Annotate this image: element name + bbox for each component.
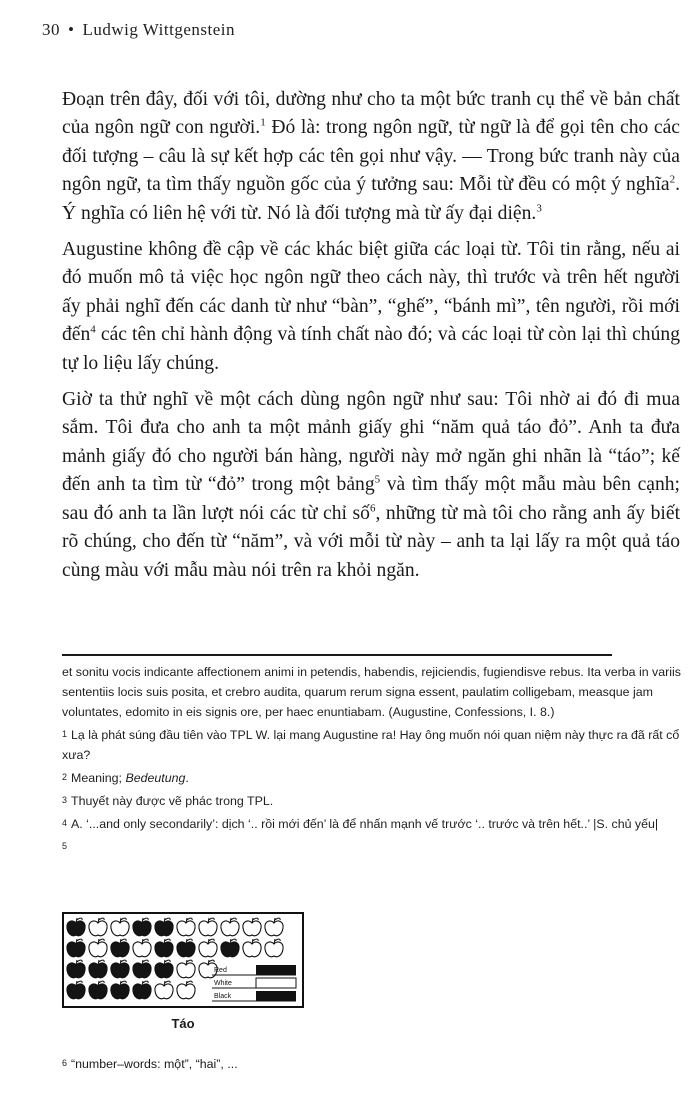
header-author: Ludwig Wittgenstein [82, 20, 235, 39]
swatch-black [256, 991, 296, 1001]
footnotes [62, 662, 682, 859]
body-text [62, 86, 680, 593]
apple-drawer-figure [62, 912, 304, 1008]
footnote-ref-2: 2 [669, 173, 676, 186]
apple-drawer-illustration [62, 912, 304, 1008]
footnote-4: 4 A. ‘...and only secondarily’: dịch ‘.. rồi mới đến’ là để nhấn mạnh vế trước ‘.. trước và trên hết..’ |S. chủ yếu| [62, 817, 659, 831]
footnote-5: 5 [62, 841, 68, 851]
footnote-ref-6: 6 [369, 502, 376, 515]
footnote-ref-5: 5 [374, 473, 381, 486]
paragraph-1: Đoạn trên đây, đối với tôi, dường như cho ta một bức tranh cụ thể về bản chất của ngôn ngữ con người.$^1$ Đó là: trong ngôn ngữ, từ ngữ là để gọi tên cho các đối tượng – câu là sự kết hợp các tên gọi như vậy. — Trong bức tranh này của ngôn ngữ, ta tìm thấy nguồn gốc của ý tưởng sau: Mỗi từ đều có một ý nghĩa$^2$. Ý nghĩa có liên hệ với từ. Nó là đối tượng mà từ ấy đại diện.$^3$ [62, 89, 680, 224]
running-head [42, 20, 235, 40]
swatch-red [256, 965, 296, 975]
swatch-label-white: White [214, 980, 232, 987]
header-bullet: • [68, 20, 75, 39]
footnote-2: 2 Meaning; Bedeutung. [62, 771, 189, 785]
footnote-1: 1 Lạ là phát súng đầu tiên vào TPL W. lại mang Augustine ra! Hay ông muốn nói quan niệm này thực ra đã rất cổ xưa? [62, 728, 680, 762]
paragraph-2: Augustine không đề cập về các khác biệt giữa các loại từ. Tôi tin rằng, nếu ai đó muốn mô tả việc học ngôn ngữ theo cách này, thì trước và trên hết người ấy phải nghĩ đến các danh từ như “bàn”, “ghế”, “bánh mì”, tên người, rồi mới đến$^4$ các tên chỉ hành động và tính chất nào đó; và các loại từ còn lại thì chúng tự lo liệu lấy chúng. [62, 239, 680, 374]
footnote-3: 3 Thuyết này được vẽ phác trong TPL. [62, 794, 274, 808]
latin-quote-note: et sonitu vocis indicante affectionem animi in petendis, habendis, rejiciendis, fugiendisve rebus. Ita verba in variis sententiis locis suis posita, et crebro audita, quarum rerum signa essent, paulatim colligebam, measque jam voluntates, edomito in eis signis ore, per haec enuntiabam. (Augustine, Confessions, I. 8.) [62, 665, 681, 719]
swatch-label-red: Red [214, 967, 227, 974]
footnote-6: 6 “number–words: một”, “hai”, ... [62, 1057, 238, 1071]
figure-caption: Táo [171, 1016, 195, 1031]
swatch-white [256, 978, 296, 988]
page-number: 30 [42, 20, 60, 39]
footnote-rule [62, 654, 612, 656]
swatch-label-black: Black [214, 993, 232, 1000]
footnote-ref-3: 3 [536, 202, 542, 215]
footnote-ref-1: 1 [260, 116, 266, 129]
paragraph-3: Giờ ta thử nghĩ về một cách dùng ngôn ngữ như sau: Tôi nhờ ai đó đi mua sắm. Tôi đưa cho anh ta một mảnh giấy ghi “năm quả táo đỏ”. Anh ta đưa mảnh giấy đó cho người bán hàng, người này mở ngăn ghi nhãn là “táo”; kế đến anh ta tìm từ “đỏ” trong một bảng$^5$ và tìm thấy một mẫu màu bên cạnh; sau đó anh ta lần lượt nói các từ chỉ số$^6$, những từ mà tôi cho rằng anh ấy biết rõ chúng, cho đến từ “năm”, và với mỗi từ này – anh ta lại lấy ra một quả táo cùng màu với mẫu màu nói trên ra khỏi ngăn. [62, 389, 681, 581]
footnote-ref-4: 4 [90, 323, 96, 336]
